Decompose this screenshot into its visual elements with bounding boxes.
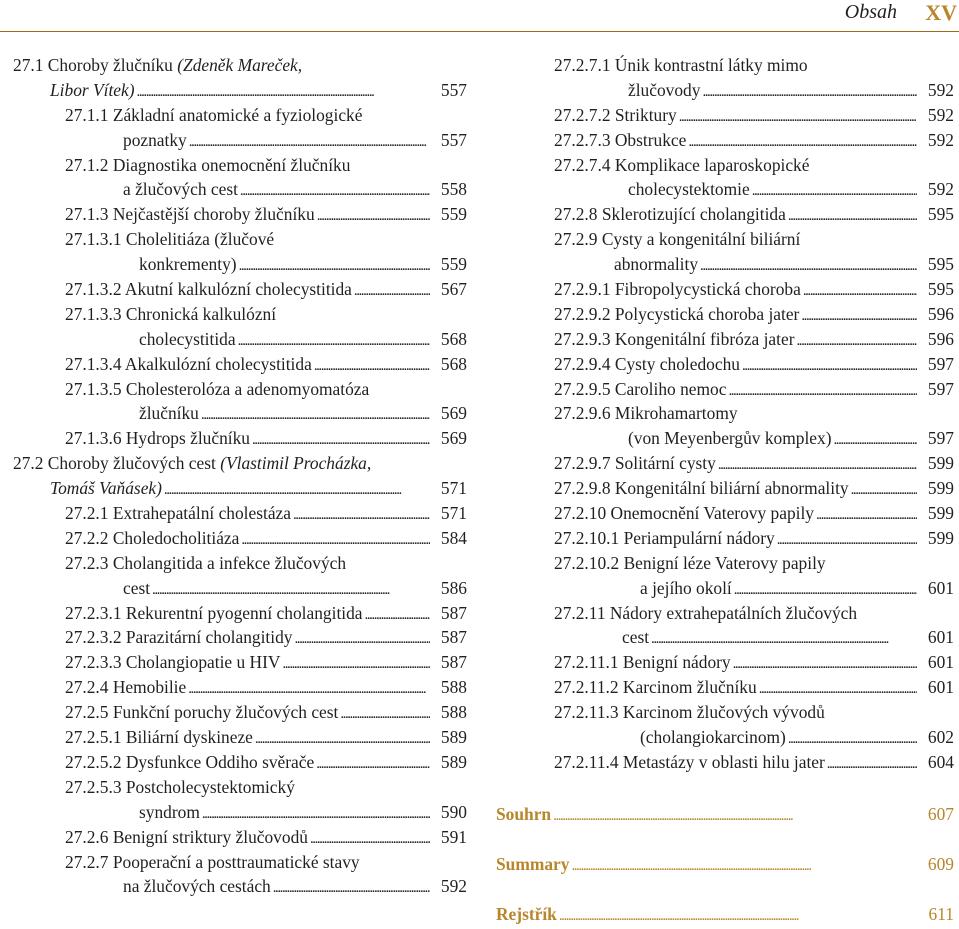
- dot-leader: [752, 179, 917, 204]
- toc-entry[interactable]: [13, 302, 467, 327]
- toc-entry[interactable]: [502, 128, 954, 153]
- toc-entry[interactable]: [502, 177, 954, 202]
- toc-entry[interactable]: [502, 377, 954, 402]
- toc-entry-title: 27.2.11.3 Karcinom žlučových vývodů: [554, 702, 825, 723]
- toc-entry[interactable]: [502, 401, 954, 426]
- toc-entry-title: [50, 476, 162, 501]
- toc-page-number: 557: [440, 79, 467, 100]
- toc-entry-title: žlučníku: [139, 403, 199, 424]
- dot-leader: [851, 478, 917, 503]
- toc-page-number: 596: [927, 303, 954, 324]
- toc-entry[interactable]: [13, 426, 467, 451]
- dot-leader: [202, 802, 430, 827]
- toc-page-number: 569: [440, 403, 467, 424]
- toc-page-number: 601: [927, 627, 954, 648]
- toc-page-number: 587: [440, 652, 467, 673]
- toc-entry[interactable]: [13, 725, 467, 750]
- page-header: [0, 0, 959, 32]
- dot-leader: [788, 204, 917, 229]
- toc-entry-title: 27.1.3.5 Cholesterolóza a adenomyomatóza: [65, 378, 370, 399]
- dot-leader: [733, 652, 917, 677]
- toc-section-souhrn[interactable]: [496, 801, 954, 827]
- toc-section-label: Rejstřík: [496, 904, 557, 924]
- toc-entry-title: 27.1.3.1 Cholelitiáza (žlučové: [65, 229, 275, 250]
- toc-section-rejstřík[interactable]: [496, 901, 954, 927]
- toc-entry-title: 27.2 Choroby žlučových cest (Vlastimil Procházka,: [13, 453, 372, 474]
- toc-entry-title: poznatky: [123, 129, 187, 150]
- toc-entry[interactable]: [502, 302, 954, 327]
- toc-page-number: 595: [927, 254, 954, 275]
- toc-entry-title: 27.2.3.3 Cholangiopatie u HIV: [65, 652, 281, 673]
- toc-entry-title: 27.1.2 Diagnostika onemocnění žlučníku: [65, 154, 351, 175]
- dot-leader: [238, 329, 430, 354]
- toc-page-number: 597: [927, 353, 954, 374]
- toc-entry[interactable]: [502, 352, 954, 377]
- toc-entry-title: 27.2.7.2 Striktury: [554, 104, 677, 125]
- toc-page-number: 557: [440, 129, 467, 150]
- toc-page-number: 571: [440, 478, 467, 499]
- dot-leader: [559, 903, 915, 929]
- toc-entry[interactable]: [13, 78, 467, 103]
- toc-entry-title: 27.1 Choroby žlučníku (Zdeněk Mareček,: [13, 55, 303, 75]
- dot-leader: [803, 279, 917, 304]
- dot-leader: [294, 627, 430, 652]
- toc-entry[interactable]: [13, 551, 467, 576]
- dot-leader: [316, 752, 430, 777]
- toc-entry[interactable]: [13, 650, 467, 675]
- toc-entry[interactable]: [13, 252, 467, 277]
- dot-leader: [788, 727, 917, 752]
- toc-page-number: 558: [440, 179, 467, 200]
- toc-entry[interactable]: [13, 277, 467, 302]
- toc-entry-title: 27.2.4 Hemobilie: [65, 677, 187, 698]
- toc-entry[interactable]: [502, 750, 954, 775]
- toc-entry-title: 27.2.2 Choledocholitiáza: [65, 527, 240, 548]
- toc-entry-title: 27.2.5.3 Postcholecystektomický: [65, 776, 295, 797]
- toc-entry[interactable]: [502, 526, 954, 551]
- toc-page-number: 599: [927, 478, 954, 499]
- toc-entry[interactable]: [502, 501, 954, 526]
- dot-leader: [239, 254, 430, 279]
- toc-entry-title: (von Meyenbergův komplex): [628, 428, 832, 449]
- dot-leader: [354, 279, 430, 304]
- toc-entry[interactable]: [502, 476, 954, 501]
- dot-leader: [255, 727, 430, 752]
- toc-entry[interactable]: [13, 775, 467, 800]
- dot-leader: [702, 80, 917, 105]
- toc-entry[interactable]: [502, 78, 954, 103]
- toc-entry-title: 27.2.7.1 Únik kontrastní látky mimo: [554, 55, 808, 75]
- toc-entry[interactable]: [502, 103, 954, 128]
- dot-leader: [310, 827, 430, 852]
- toc-entry-title: a žlučových cest: [123, 179, 238, 200]
- dot-leader: [293, 503, 430, 528]
- toc-page-number: 592: [440, 876, 467, 897]
- toc-entry-title: 27.2.9 Cysty a kongenitální biliární: [554, 229, 801, 250]
- toc-entry-title: 27.2.6 Benigní striktury žlučovodů: [65, 826, 308, 847]
- toc-entry[interactable]: [13, 601, 467, 626]
- toc-entry-title: cest: [123, 577, 151, 598]
- dot-leader: [137, 80, 430, 105]
- toc-page-number: 595: [927, 204, 954, 225]
- dot-leader: [314, 354, 430, 379]
- toc-page-number: 589: [440, 751, 467, 772]
- toc-entry[interactable]: [502, 700, 954, 725]
- toc-entry[interactable]: [13, 227, 467, 252]
- toc-entry-title: cholecystitida: [139, 328, 236, 349]
- toc-entry-title: 27.1.3.3 Chronická kalkulózní: [65, 303, 277, 324]
- toc-entry[interactable]: [502, 576, 954, 601]
- dot-leader: [282, 652, 430, 677]
- toc-page-number: 592: [927, 79, 954, 100]
- toc-page-number: 590: [440, 801, 467, 822]
- toc-entry[interactable]: [13, 377, 467, 402]
- toc-page-number: 587: [440, 627, 467, 648]
- toc-entry-title: 27.2.3.1 Rekurentní pyogenní cholangitida: [65, 602, 363, 623]
- toc-section-summary[interactable]: [496, 851, 954, 877]
- toc-entry[interactable]: [13, 202, 467, 227]
- toc-section-label: Summary: [496, 854, 570, 874]
- toc-entry[interactable]: [13, 103, 467, 128]
- toc-entry[interactable]: [502, 277, 954, 302]
- toc-entry[interactable]: [502, 451, 954, 476]
- toc-entry[interactable]: [13, 625, 467, 650]
- dot-leader: [189, 130, 430, 155]
- dot-leader: [816, 503, 917, 528]
- toc-page-number: 592: [927, 179, 954, 200]
- dot-leader: [801, 304, 917, 329]
- toc-entry[interactable]: [502, 601, 954, 626]
- toc-entry-title: 27.2.7.3 Obstrukce: [554, 129, 687, 150]
- toc-page-number: 601: [927, 677, 954, 698]
- toc-right-column: [502, 53, 954, 775]
- toc-entry-title: 27.2.10.2 Benigní léze Vaterovy papily: [554, 552, 826, 573]
- toc-page-number: 587: [440, 602, 467, 623]
- toc-entry-title: 27.2.8 Sklerotizující cholangitida: [554, 204, 786, 225]
- toc-entry-title: 27.1.3.6 Hydrops žlučníku: [65, 428, 250, 449]
- toc-page-number: 604: [927, 751, 954, 772]
- toc-entry[interactable]: [13, 501, 467, 526]
- toc-entry-title: abnormality: [614, 254, 699, 275]
- toc-entry[interactable]: [502, 202, 954, 227]
- toc-entry[interactable]: [502, 625, 954, 650]
- toc-entry-title: na žlučových cestách: [123, 876, 271, 897]
- dot-leader: [734, 578, 917, 603]
- running-title: Obsah: [844, 1, 897, 23]
- toc-entry[interactable]: [502, 675, 954, 700]
- dot-leader: [827, 752, 917, 777]
- toc-entry-title: 27.2.7 Pooperační a posttraumatické stavy: [65, 851, 360, 872]
- toc-entry[interactable]: [502, 327, 954, 352]
- toc-entry-title: konkrementy): [139, 254, 237, 275]
- toc-entry-title: 27.2.9.1 Fibropolycystická choroba: [554, 279, 801, 300]
- toc-entry-title: (cholangiokarcinom): [640, 727, 786, 748]
- toc-page-number: 597: [927, 428, 954, 449]
- dot-leader: [201, 403, 430, 428]
- toc-entry[interactable]: [13, 800, 467, 825]
- toc-page-number: 588: [440, 702, 467, 723]
- toc-page-number: 589: [440, 727, 467, 748]
- dot-leader: [679, 105, 917, 130]
- dot-leader: [742, 354, 917, 379]
- toc-entry-authors: (Vlastimil Procházka,: [220, 453, 372, 474]
- toc-page-number: 592: [927, 129, 954, 150]
- dot-leader: [164, 478, 430, 503]
- dot-leader: [777, 528, 917, 553]
- dot-leader: [759, 677, 917, 702]
- toc-page-number: 568: [440, 353, 467, 374]
- toc-entry[interactable]: [13, 401, 467, 426]
- toc-page-number: 601: [927, 577, 954, 598]
- toc-entry[interactable]: [13, 825, 467, 850]
- toc-entry-title: [50, 78, 135, 103]
- toc-entry[interactable]: [502, 53, 954, 78]
- toc-page-number: 609: [927, 854, 954, 874]
- toc-entry-title: 27.1.1 Základní anatomické a fyziologické: [65, 104, 363, 125]
- toc-entry[interactable]: [502, 650, 954, 675]
- toc-entry-title: 27.2.11.4 Metastázy v oblasti hilu jater: [554, 751, 825, 772]
- toc-entry-authors: Tomáš Vaňásek): [50, 478, 162, 499]
- toc-entry-title: cest: [622, 627, 650, 648]
- toc-page-number: 607: [927, 804, 954, 824]
- toc-entry-title: 27.2.9.2 Polycystická choroba jater: [554, 303, 800, 324]
- dot-leader: [188, 677, 430, 702]
- toc-entry-title: 27.2.11 Nádory extrahepatálních žlučových: [554, 602, 858, 623]
- toc-entry[interactable]: [13, 675, 467, 700]
- toc-page-number: 601: [927, 652, 954, 673]
- toc-entry[interactable]: [13, 352, 467, 377]
- dot-leader: [273, 876, 430, 901]
- toc-entry-title: syndrom: [139, 801, 200, 822]
- toc-page-number: 602: [927, 727, 954, 748]
- toc-page-number: 599: [927, 503, 954, 524]
- toc-entry[interactable]: [13, 576, 467, 601]
- dot-leader: [728, 379, 917, 404]
- dot-leader: [834, 428, 918, 453]
- toc-entry-title: 27.2.11.1 Benigní nádory: [554, 652, 731, 673]
- toc-entry-title: cholecystektomie: [628, 179, 750, 200]
- dot-leader: [340, 702, 430, 727]
- toc-entry-title: 27.2.3.2 Parazitární cholangitidy: [65, 627, 293, 648]
- toc-entry-title: žlučovody: [628, 79, 701, 100]
- dot-leader: [365, 603, 430, 628]
- toc-page-number: 592: [927, 104, 954, 125]
- toc-page-number: 595: [927, 279, 954, 300]
- toc-entry-authors: (Zdeněk Mareček,: [177, 55, 303, 75]
- dot-leader: [241, 528, 430, 553]
- toc-entry-title: 27.2.9.4 Cysty choledochu: [554, 353, 740, 374]
- toc-page-number: 567: [440, 279, 467, 300]
- toc-entry-title: 27.1.3 Nejčastější choroby žlučníku: [65, 204, 315, 225]
- toc-entry-title: 27.2.5.2 Dysfunkce Oddiho svěrače: [65, 751, 315, 772]
- toc-entry[interactable]: [502, 426, 954, 451]
- toc-entry[interactable]: [13, 476, 467, 501]
- toc-entry[interactable]: [13, 327, 467, 352]
- toc-page-number: 588: [440, 677, 467, 698]
- toc-entry[interactable]: [502, 227, 954, 252]
- dot-leader: [553, 803, 915, 829]
- toc-section-label: Souhrn: [496, 804, 552, 824]
- toc-entry[interactable]: [502, 551, 954, 576]
- dot-leader: [571, 853, 915, 879]
- toc-entry[interactable]: [502, 252, 954, 277]
- toc-entry-title: 27.1.3.2 Akutní kalkulózní cholecystitida: [65, 279, 352, 300]
- toc-entry[interactable]: [13, 128, 467, 153]
- dot-leader: [252, 428, 430, 453]
- toc-entry-title: 27.2.9.6 Mikrohamartomy: [554, 403, 738, 424]
- dot-leader: [152, 578, 430, 603]
- toc-page-number: 596: [927, 328, 954, 349]
- toc-entry[interactable]: [13, 750, 467, 775]
- toc-page-number: 611: [928, 904, 954, 924]
- toc-page-number: 584: [440, 527, 467, 548]
- toc-entry[interactable]: [13, 874, 467, 899]
- dot-leader: [240, 179, 430, 204]
- toc-entry[interactable]: [13, 153, 467, 178]
- toc-page-number: 591: [440, 826, 467, 847]
- toc-entry-title: 27.2.7.4 Komplikace laparoskopické: [554, 154, 810, 175]
- toc-entry-title: 27.2.11.2 Karcinom žlučníku: [554, 677, 757, 698]
- toc-entry-title: 27.2.9.7 Solitární cysty: [554, 453, 716, 474]
- dot-leader: [700, 254, 917, 279]
- page-number-roman: XV: [925, 0, 957, 25]
- toc-entry-title: 27.2.9.5 Caroliho nemoc: [554, 378, 727, 399]
- dot-leader: [797, 329, 918, 354]
- toc-page-number: 597: [927, 378, 954, 399]
- toc-entry[interactable]: [502, 153, 954, 178]
- dot-leader: [651, 627, 917, 652]
- toc-entry-title: 27.2.9.3 Kongenitální fibróza jater: [554, 328, 795, 349]
- toc-entry-title: 27.1.3.4 Akalkulózní cholecystitida: [65, 353, 312, 374]
- dot-leader: [688, 130, 917, 155]
- toc-entry-title: 27.2.5.1 Biliární dyskineze: [65, 727, 253, 748]
- toc-entry-title: 27.2.5 Funkční poruchy žlučových cest: [65, 702, 339, 723]
- toc-left-column: [13, 53, 467, 899]
- toc-page-number: 586: [440, 577, 467, 598]
- toc-page-number: 599: [927, 453, 954, 474]
- toc-page-number: 559: [440, 254, 467, 275]
- toc-page-number: 559: [440, 204, 467, 225]
- toc-entry-title: a jejího okolí: [640, 577, 732, 598]
- toc-entry[interactable]: [13, 53, 467, 78]
- toc-entry-title: 27.2.9.8 Kongenitální biliární abnormality: [554, 478, 849, 499]
- toc-entry-authors: Libor Vítek): [50, 79, 135, 100]
- toc-entry[interactable]: [502, 725, 954, 750]
- toc-entry[interactable]: [13, 526, 467, 551]
- toc-entry[interactable]: [13, 850, 467, 875]
- toc-entry-title: 27.2.1 Extrahepatální cholestáza: [65, 503, 291, 524]
- toc-entry[interactable]: [13, 451, 467, 476]
- toc-entry[interactable]: [13, 177, 467, 202]
- toc-page-number: 571: [440, 503, 467, 524]
- toc-entry-title: 27.2.10.1 Periampulární nádory: [554, 527, 775, 548]
- toc-page-number: 569: [440, 428, 467, 449]
- dot-leader: [718, 453, 917, 478]
- toc-entry[interactable]: [13, 700, 467, 725]
- toc-entry-title: 27.2.3 Cholangitida a infekce žlučových: [65, 552, 347, 573]
- toc-entry-title: 27.2.10 Onemocnění Vaterovy papily: [554, 503, 815, 524]
- dot-leader: [317, 204, 430, 229]
- toc-page-number: 568: [440, 328, 467, 349]
- toc-page-number: 599: [927, 527, 954, 548]
